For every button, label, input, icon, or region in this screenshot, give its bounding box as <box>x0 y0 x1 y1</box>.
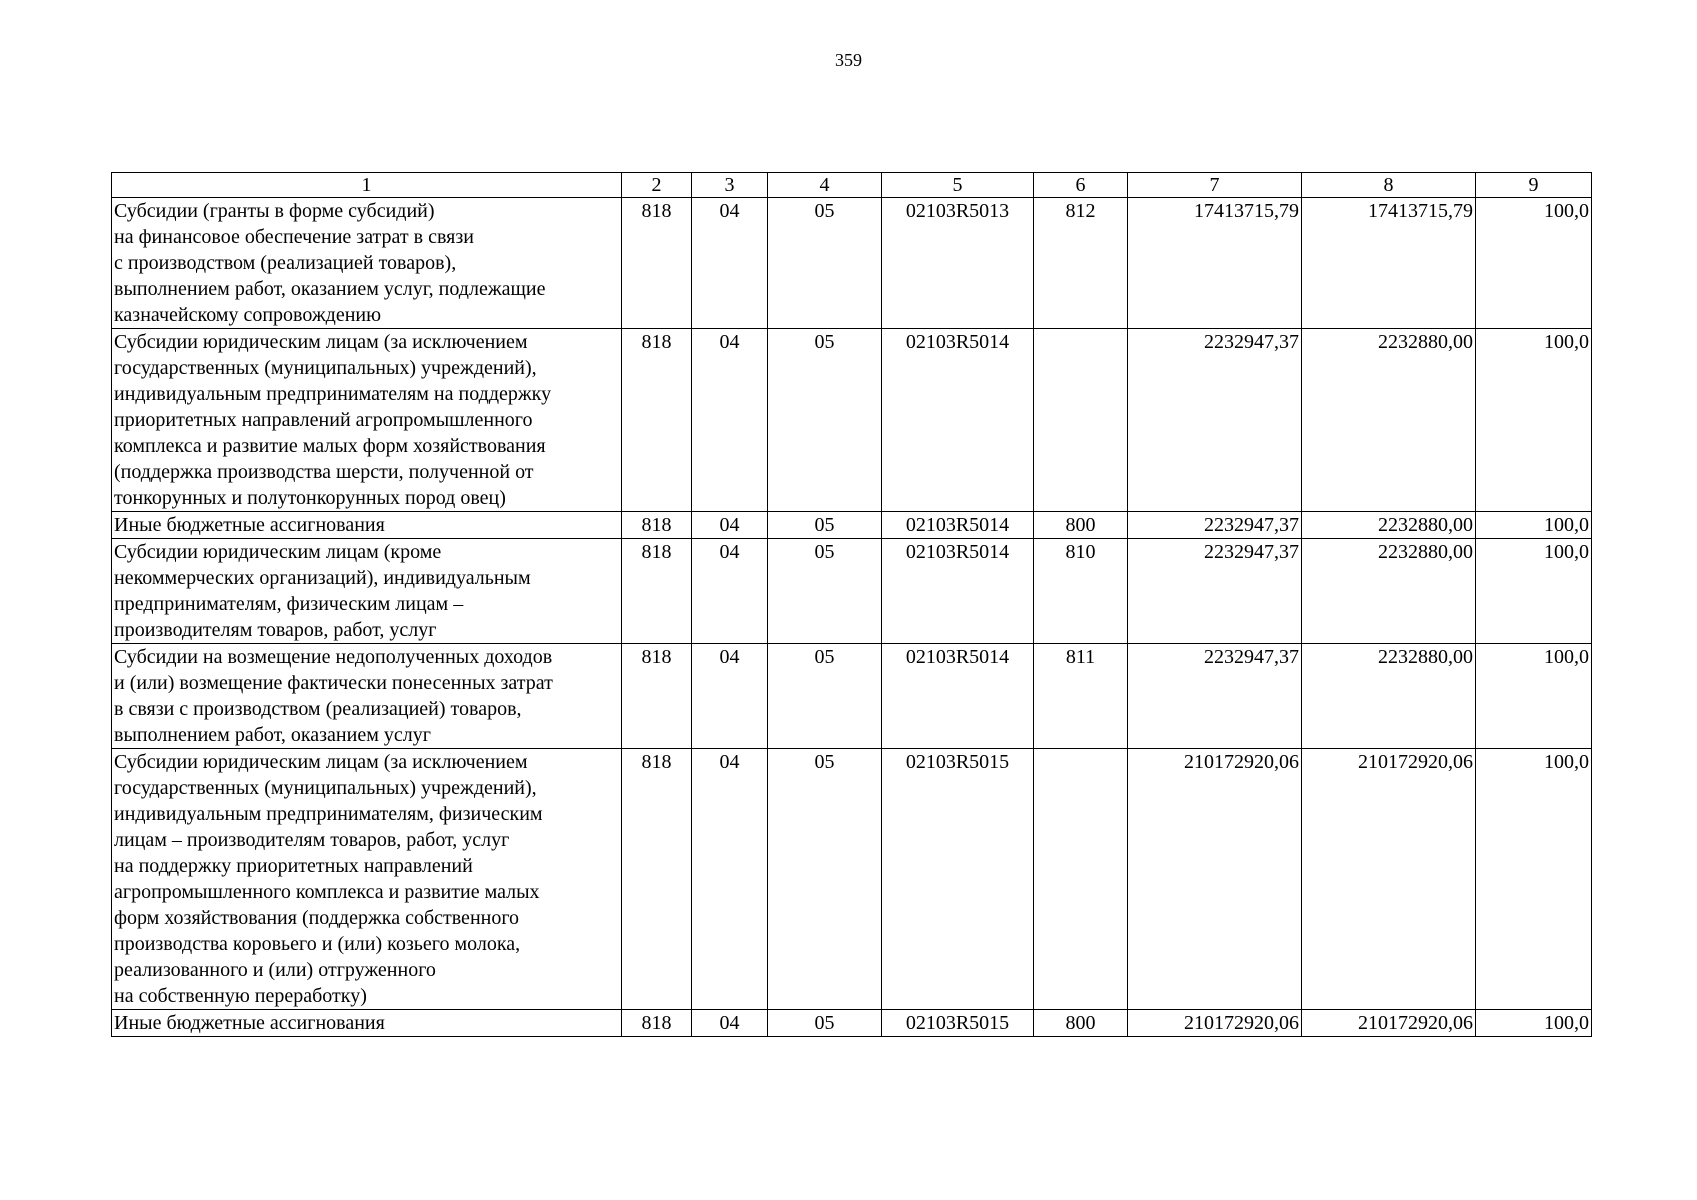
table-row <box>112 749 1592 1010</box>
subsection-code: 05 <box>768 644 882 749</box>
table-row <box>112 1010 1592 1037</box>
ministry-code: 818 <box>622 644 692 749</box>
section-code: 04 <box>692 1010 768 1037</box>
table-row <box>112 644 1592 749</box>
executed-amount: 2232880,00 <box>1302 644 1476 749</box>
budget-table <box>111 172 1592 1037</box>
row-description: Субсидии (гранты в форме субсидий) на финансовое обеспечение затрат в связи с производством (реализацией товаров), выполнением работ, оказанием услуг, подлежащие казначейскому сопровождению <box>112 198 622 329</box>
row-description: Субсидии юридическим лицам (за исключением государственных (муниципальных) учреждений), индивидуальным предпринимателям на поддержку приоритетных направлений агропромышленного комплекса и развитие малых форм хозяйствования (поддержка производства шерсти, полученной от тонкорунных и полутонкорунных пород овец) <box>112 329 622 512</box>
table-row <box>112 539 1592 644</box>
target-article-code: 02103R5014 <box>882 644 1034 749</box>
expense-type-code: 800 <box>1034 512 1128 539</box>
header-cell-2: 2 <box>622 173 692 198</box>
header-row <box>112 173 1592 198</box>
executed-amount: 2232880,00 <box>1302 539 1476 644</box>
execution-percent: 100,0 <box>1476 198 1592 329</box>
planned-amount: 210172920,06 <box>1128 1010 1302 1037</box>
ministry-code: 818 <box>622 1010 692 1037</box>
executed-amount: 210172920,06 <box>1302 749 1476 1010</box>
planned-amount: 2232947,37 <box>1128 512 1302 539</box>
subsection-code: 05 <box>768 198 882 329</box>
table-row <box>112 198 1592 329</box>
section-code: 04 <box>692 644 768 749</box>
header-cell-3: 3 <box>692 173 768 198</box>
header-cell-1: 1 <box>112 173 622 198</box>
planned-amount: 17413715,79 <box>1128 198 1302 329</box>
row-description: Субсидии юридическим лицам (за исключением государственных (муниципальных) учреждений), индивидуальным предпринимателям, физическим лицам – производителям товаров, работ, услуг на поддержку приоритетных направлений агропромышленного комплекса и развитие малых форм хозяйствования (поддержка собственного производства коровьего и (или) козьего молока, реализованного и (или) отгруженного на собственную переработку) <box>112 749 622 1010</box>
expense-type-code: 812 <box>1034 198 1128 329</box>
execution-percent: 100,0 <box>1476 749 1592 1010</box>
header-cell-9: 9 <box>1476 173 1592 198</box>
expense-type-code: 811 <box>1034 644 1128 749</box>
header-cell-7: 7 <box>1128 173 1302 198</box>
expense-type-code: 800 <box>1034 1010 1128 1037</box>
expense-type-code <box>1034 329 1128 512</box>
execution-percent: 100,0 <box>1476 329 1592 512</box>
execution-percent: 100,0 <box>1476 539 1592 644</box>
subsection-code: 05 <box>768 749 882 1010</box>
target-article-code: 02103R5015 <box>882 749 1034 1010</box>
planned-amount: 2232947,37 <box>1128 329 1302 512</box>
section-code: 04 <box>692 329 768 512</box>
subsection-code: 05 <box>768 512 882 539</box>
target-article-code: 02103R5013 <box>882 198 1034 329</box>
header-cell-6: 6 <box>1034 173 1128 198</box>
executed-amount: 17413715,79 <box>1302 198 1476 329</box>
ministry-code: 818 <box>622 198 692 329</box>
section-code: 04 <box>692 539 768 644</box>
subsection-code: 05 <box>768 539 882 644</box>
execution-percent: 100,0 <box>1476 644 1592 749</box>
header-cell-4: 4 <box>768 173 882 198</box>
row-description: Иные бюджетные ассигнования <box>112 512 622 539</box>
section-code: 04 <box>692 749 768 1010</box>
ministry-code: 818 <box>622 749 692 1010</box>
ministry-code: 818 <box>622 512 692 539</box>
header-cell-8: 8 <box>1302 173 1476 198</box>
row-description: Субсидии юридическим лицам (кроме некоммерческих организаций), индивидуальным предпринимателям, физическим лицам – производителям товаров, работ, услуг <box>112 539 622 644</box>
ministry-code: 818 <box>622 329 692 512</box>
table-row <box>112 329 1592 512</box>
planned-amount: 210172920,06 <box>1128 749 1302 1010</box>
target-article-code: 02103R5015 <box>882 1010 1034 1037</box>
subsection-code: 05 <box>768 329 882 512</box>
section-code: 04 <box>692 198 768 329</box>
section-code: 04 <box>692 512 768 539</box>
executed-amount: 2232880,00 <box>1302 329 1476 512</box>
ministry-code: 818 <box>622 539 692 644</box>
expense-type-code: 810 <box>1034 539 1128 644</box>
row-description: Субсидии на возмещение недополученных доходов и (или) возмещение фактически понесенных затрат в связи с производством (реализацией) товаров, выполнением работ, оказанием услуг <box>112 644 622 749</box>
row-description: Иные бюджетные ассигнования <box>112 1010 622 1037</box>
executed-amount: 210172920,06 <box>1302 1010 1476 1037</box>
execution-percent: 100,0 <box>1476 512 1592 539</box>
page-number: 359 <box>835 50 862 70</box>
executed-amount: 2232880,00 <box>1302 512 1476 539</box>
execution-percent: 100,0 <box>1476 1010 1592 1037</box>
expense-type-code <box>1034 749 1128 1010</box>
subsection-code: 05 <box>768 1010 882 1037</box>
target-article-code: 02103R5014 <box>882 512 1034 539</box>
planned-amount: 2232947,37 <box>1128 644 1302 749</box>
target-article-code: 02103R5014 <box>882 539 1034 644</box>
target-article-code: 02103R5014 <box>882 329 1034 512</box>
table-row <box>112 512 1592 539</box>
planned-amount: 2232947,37 <box>1128 539 1302 644</box>
header-cell-5: 5 <box>882 173 1034 198</box>
